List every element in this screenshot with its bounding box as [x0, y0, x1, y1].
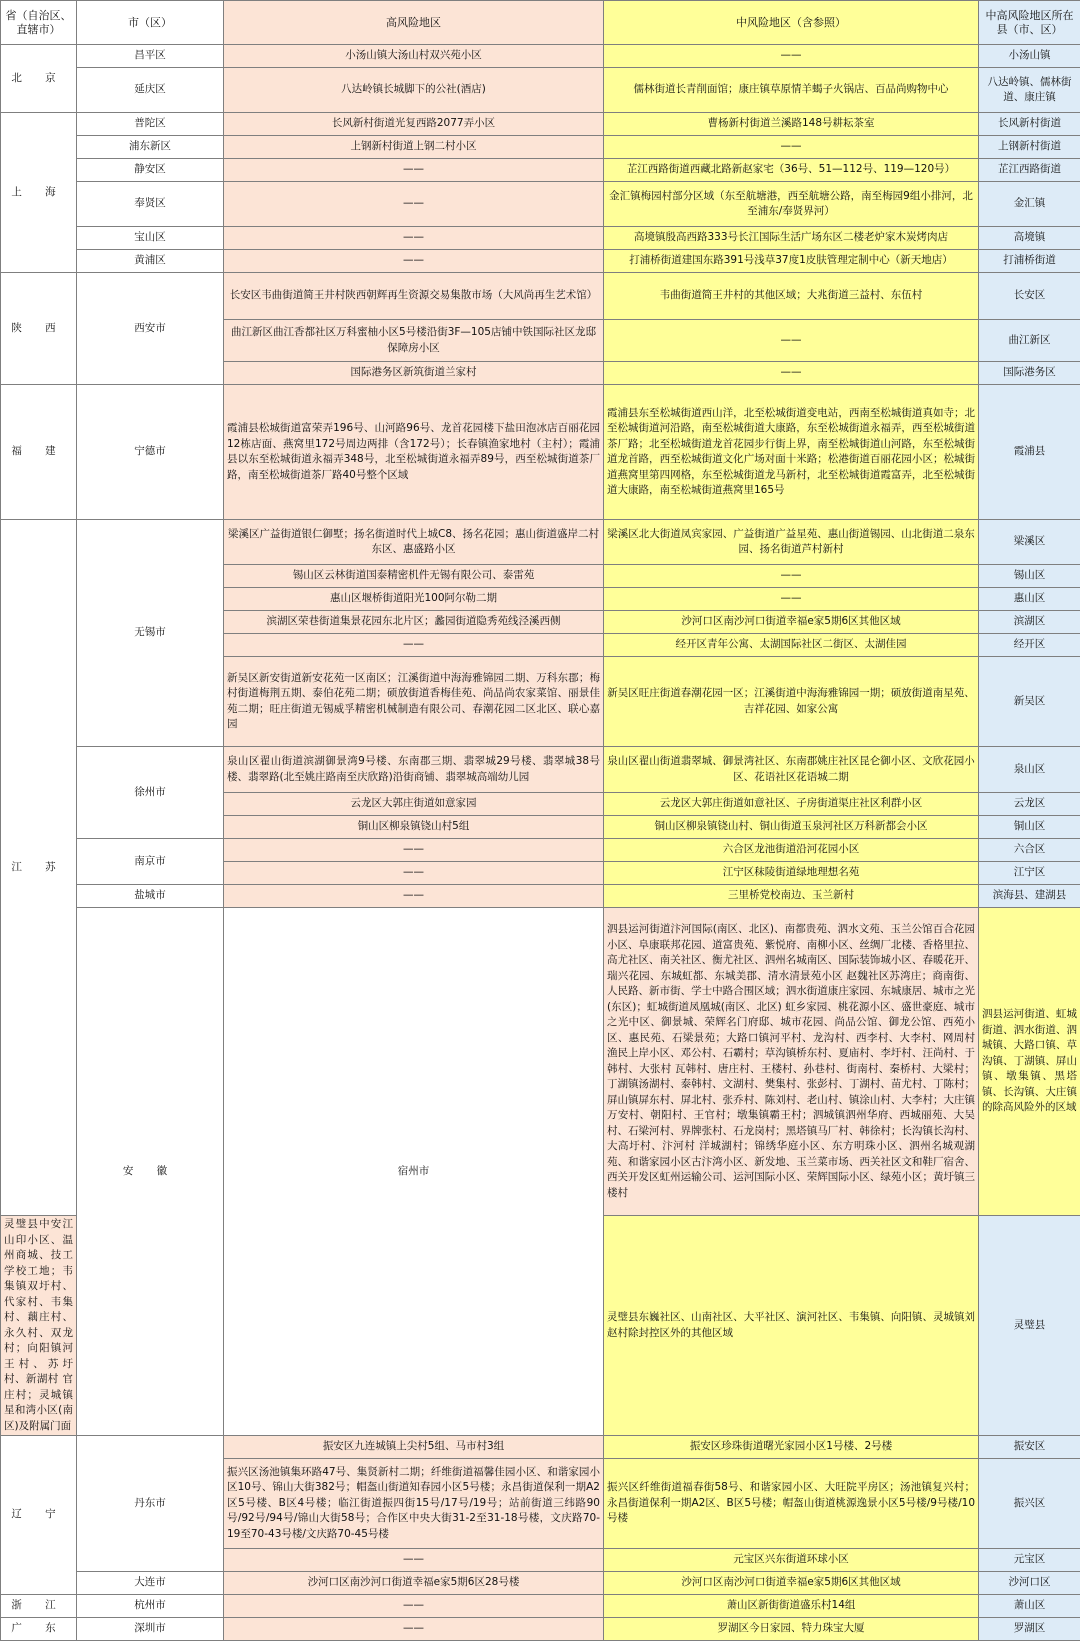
- high-risk-cell: 泉山区翟山街道滨湖御景湾9号楼、东南郡三期、翡翠城29号楼、翡翠城38号楼、翡翠路(北至姚庄路南至庆欣路)沿街商铺、翡翠城高端幼儿园: [224, 747, 604, 793]
- province-cell: 陕 西: [1, 273, 77, 385]
- mid-risk-cell: ——: [604, 320, 979, 362]
- table-row: [1, 227, 1080, 250]
- province-cell: 安 徽: [77, 908, 224, 1436]
- mid-risk-cell: 罗湖区今日家园、特力珠宝大厦: [604, 1618, 979, 1641]
- mid-risk-cell: ——: [604, 45, 979, 68]
- city-cell: 丹东市: [77, 1436, 224, 1572]
- table-row: [1, 839, 1080, 862]
- county-cell: 金汇镇: [979, 182, 1080, 227]
- mid-risk-cell: 泉山区翟山街道翡翠城、御景湾社区、东南郡姚庄社区昆仑御小区、文欣花园小区、花语社区花语城二期: [604, 747, 979, 793]
- province-cell: 上 海: [1, 113, 77, 273]
- high-risk-cell: 振兴区汤池镇集环路47号、集贤新村二期；纤维街道福馨佳园小区、和谐家园小区10号、锦山大街382号；帽盔山街道知春园小区5号楼；永昌街道保利一期A2区5号楼、B区4号楼；临江街道振四街15号/17号/19号；站前街道三纬路90号/92号/94号/锦山大街58号；合作区中央大街31-2至31-18号楼，文庆路70-19至70-43号楼/文庆路70-45号楼: [224, 1459, 604, 1549]
- header-county: 中高风险地区所在县（市、区）: [979, 1, 1080, 45]
- table-row: [1, 1572, 1080, 1595]
- city-cell: 宝山区: [77, 227, 224, 250]
- high-risk-cell: 长风新村街道光复西路2077弄小区: [224, 113, 604, 136]
- table-row: [1, 159, 1080, 182]
- mid-risk-cell: 霞浦县东至松城街道西山洋，北至松城街道变电站，西南至松城街道真如寺；北至松城街道河沿路，南至松城街道大康路，东至松城街道永福弄，西至松城街道茶厂路；北至松城街道龙首花园步行街上界，南至松城街道山河路，东至松城街道龙首路，西至松城街道文化广场对面十米路；松港街道百丽花园小区；松城街道燕窝里第四网格，东至松城街道龙马新村，北至松城街道霞富弄，北至松城街道大康路，南至松城街道燕窝里165号: [604, 385, 979, 520]
- high-risk-cell: ——: [224, 634, 604, 657]
- county-cell: 经开区: [979, 634, 1080, 657]
- mid-risk-cell: 曹杨新村街道兰溪路148号耕耘茶室: [604, 113, 979, 136]
- high-risk-cell: ——: [224, 1595, 604, 1618]
- county-cell: 云龙区: [979, 793, 1080, 816]
- county-cell: 曲江新区: [979, 320, 1080, 362]
- county-cell: 振兴区: [979, 1459, 1080, 1549]
- table-row: [1, 250, 1080, 273]
- province-cell: 江 苏: [1, 520, 77, 1216]
- city-cell: 南京市: [77, 839, 224, 885]
- high-risk-cell: 铜山区柳泉镇铙山村5组: [224, 816, 604, 839]
- county-cell: 罗湖区: [979, 1618, 1080, 1641]
- high-risk-cell: 云龙区大郭庄街道如意家园: [224, 793, 604, 816]
- city-cell: 深圳市: [77, 1618, 224, 1641]
- high-risk-cell: 泗县运河街道汴河国际(南区、北区)、南都贵苑、泗水文苑、玉兰公馆百合花园小区、阜康联邦花园、道富贵苑、紫悦府、南柳小区、丝绸厂北楼、香格里拉、高尤社区、南关社区、衡尤社区、泗州名城南区、国际装饰城小区、春暖花开、瑞兴花园、东城虹都、东城美郡、清水清景苑小区 赵魏社区苏湾庄；商南街、人民路、新市街、学士中路合围区域；泗水街道康庄家园、东城康居、城市之光(东区)；虹城街道凤凰城(南区、北区) 虹乡家园、桃花源小区、盛世豪庭、城市之光中区、御景城、荣辉名门府邸、城市花园、尚品公馆、御龙公馆、西苑小区、惠民苑、石梁景苑；大路口镇河平村、龙沟村、西李村、大李村、网周村 渔民上岸小区、邓公村、石霸村；草沟镇桥东村、夏庙村、李圩村、汪尚村、于韩村、大张村 瓦韩村、唐庄村、王楼村、孙巷村、街南村、秦桥村、大梁村；丁湖镇汤湖村、泰韩村、文湖村、樊集村、张彭村、丁湖村、苗尤村、丁陈村；屏山镇屏东村、屏北村、张乔村、陈刘村、老山村、镇涂山村、大李村；大庄镇万安村、朝阳村、王官村；墩集镇霸王村；泗城镇泗州华府、西城丽苑、大吴村、石梁河村、界牌张村、石龙岗村；黑塔镇马厂村、韩徐村；长沟镇长沟村、大高圩村、汴河村 洋城湖村；锦绣华庭小区、东方明珠小区、泗州名城观湖苑、和谐家园小区古汴湾小区、新发地、玉兰菜市场、西关社区文和鞋厂宿舍、西关开发区虹州运输公司、运河国际小区、荣辉国际小区、绿苑小区；黄圩镇三楼村: [604, 908, 979, 1216]
- mid-risk-cell: 六合区龙池街道沿河花园小区: [604, 839, 979, 862]
- high-risk-cell: 锡山区云林街道国泰精密机件无锡有限公司、泰雷苑: [224, 565, 604, 588]
- high-risk-cell: 滨湖区荣巷街道集景花园东北片区；蠡园街道隐秀苑线泾溪西侧: [224, 611, 604, 634]
- table-row: [1, 113, 1080, 136]
- county-cell: 霞浦县: [979, 385, 1080, 520]
- city-cell: 无锡市: [77, 520, 224, 747]
- header-city: 市（区）: [77, 1, 224, 45]
- table-row: [1, 747, 1080, 793]
- high-risk-cell: 惠山区堰桥街道阳光100阿尔勒二期: [224, 588, 604, 611]
- city-cell: 盐城市: [77, 885, 224, 908]
- mid-risk-cell: 韦曲街道简王井村的其他区域；大兆街道三益村、东伍村: [604, 273, 979, 320]
- province-cell: 福 建: [1, 385, 77, 520]
- high-risk-cell: ——: [224, 250, 604, 273]
- mid-risk-cell: 萧山区新街街道盛乐村14组: [604, 1595, 979, 1618]
- table-row: [1, 1618, 1080, 1641]
- county-cell: 新吴区: [979, 657, 1080, 747]
- county-cell: 惠山区: [979, 588, 1080, 611]
- high-risk-cell: 振安区九连城镇上尖村5组、马市村3组: [224, 1436, 604, 1459]
- county-cell: 铜山区: [979, 816, 1080, 839]
- city-cell: 宁德市: [77, 385, 224, 520]
- county-cell: 沙河口区: [979, 1572, 1080, 1595]
- city-cell: 大连市: [77, 1572, 224, 1595]
- high-risk-cell: 上钢新村街道上钢二村小区: [224, 136, 604, 159]
- table-header-row: [1, 1, 1080, 45]
- mid-risk-cell: 经开区青年公寓、太湖国际社区二街区、太湖佳园: [604, 634, 979, 657]
- county-cell: 长风新村街道: [979, 113, 1080, 136]
- county-cell: 高境镇: [979, 227, 1080, 250]
- mid-risk-cell: 金汇镇梅园村部分区域（东至航塘港，西至航塘公路，南至梅园9组小排河，北至浦东/奉贤界河）: [604, 182, 979, 227]
- high-risk-cell: ——: [224, 1618, 604, 1641]
- city-cell: 延庆区: [77, 68, 224, 113]
- high-risk-cell: 八达岭镇长城脚下的公社(酒店): [224, 68, 604, 113]
- mid-risk-cell: 沙河口区南沙河口街道幸福e家5期6区其他区域: [604, 1572, 979, 1595]
- mid-risk-cell: 梁溪区北大街道凤宾家园、广益街道广益星苑、惠山街道锡园、山北街道二泉东园、扬名街道芦村新村: [604, 520, 979, 565]
- mid-risk-cell: 铜山区柳泉镇铙山村、铜山街道玉泉河社区万科新都会小区: [604, 816, 979, 839]
- province-cell: 广 东: [1, 1618, 77, 1641]
- mid-risk-cell: 沙河口区南沙河口街道幸福e家5期6区其他区域: [604, 611, 979, 634]
- table-row: [1, 885, 1080, 908]
- table-row: [1, 45, 1080, 68]
- county-cell: 灵璧县: [979, 1216, 1080, 1436]
- mid-risk-cell: 元宝区兴东街道环球小区: [604, 1549, 979, 1572]
- table-row: [1, 136, 1080, 159]
- header-high-risk: 高风险地区: [224, 1, 604, 45]
- county-cell: 八达岭镇、儒林街道、康庄镇: [979, 68, 1080, 113]
- mid-risk-cell: 灵璧县东巍社区、山南社区、大平社区、演河社区、韦集镇、向阳镇、灵城镇刘赵村除封控区外的其他区域: [604, 1216, 979, 1436]
- mid-risk-cell: ——: [604, 362, 979, 385]
- county-cell: 打浦桥街道: [979, 250, 1080, 273]
- county-cell: 滨湖区: [979, 611, 1080, 634]
- city-cell: 杭州市: [77, 1595, 224, 1618]
- city-cell: 昌平区: [77, 45, 224, 68]
- county-cell: 国际港务区: [979, 362, 1080, 385]
- mid-risk-cell: 芷江西路街道西藏北路新赵家宅（36号、51—112号、119—120号）: [604, 159, 979, 182]
- mid-risk-cell: 云龙区大郭庄街道如意社区、子房街道渠庄社区利群小区: [604, 793, 979, 816]
- city-cell: 普陀区: [77, 113, 224, 136]
- high-risk-cell: ——: [224, 862, 604, 885]
- county-cell: 萧山区: [979, 1595, 1080, 1618]
- mid-risk-cell: 新吴区旺庄街道春潮花园一区；江溪街道中海海雅锦园一期；硕放街道南星苑、吉祥花园、如家公寓: [604, 657, 979, 747]
- table-row: [1, 520, 1080, 565]
- header-mid-risk: 中风险地区（含参照）: [604, 1, 979, 45]
- mid-risk-cell: 泗县运河街道、虹城街道、泗水街道、泗城镇、大路口镇、草沟镇、丁湖镇、屏山镇、墩集镇、黑塔镇、长沟镇、大庄镇的除高风险外的区域: [979, 908, 1080, 1216]
- city-cell: 奉贤区: [77, 182, 224, 227]
- mid-risk-cell: 三里桥党校南边、玉兰新村: [604, 885, 979, 908]
- county-cell: 振安区: [979, 1436, 1080, 1459]
- mid-risk-cell: 江宁区秣陵街道绿地理想名苑: [604, 862, 979, 885]
- table-row: [1, 385, 1080, 520]
- province-cell: 浙 江: [1, 1595, 77, 1618]
- high-risk-cell: ——: [224, 227, 604, 250]
- table-row: [1, 182, 1080, 227]
- high-risk-cell: 沙河口区南沙河口街道幸福e家5期6区28号楼: [224, 1572, 604, 1595]
- high-risk-cell: ——: [224, 1549, 604, 1572]
- table-row: [1, 908, 1080, 1216]
- city-cell: 黄浦区: [77, 250, 224, 273]
- mid-risk-cell: ——: [604, 565, 979, 588]
- header-province: 省（自治区、直辖市）: [1, 1, 77, 45]
- high-risk-cell: 小汤山镇大汤山村双兴苑小区: [224, 45, 604, 68]
- table-row: [1, 1436, 1080, 1459]
- county-cell: 元宝区: [979, 1549, 1080, 1572]
- high-risk-cell: ——: [224, 839, 604, 862]
- high-risk-cell: 霞浦县松城街道富荣弄196号、山河路96号、龙首花园楼下盐田泡冰店百丽花园12栋店面、燕窝里172号周边两排（含172号）；长春镇渔家地村（主村）；霞浦县以东至松城街道永福弄348号，北至松城街道永福弄89号，西至松城街道茶厂路，南至松城街道茶厂路40号整个区域: [224, 385, 604, 520]
- county-cell: 上钢新村街道: [979, 136, 1080, 159]
- mid-risk-cell: 儒林街道长青削面馆；康庄镇草原情羊蝎子火锅店、百品尚购物中心: [604, 68, 979, 113]
- county-cell: 泉山区: [979, 747, 1080, 793]
- high-risk-cell: ——: [224, 182, 604, 227]
- table-row: [1, 1595, 1080, 1618]
- high-risk-cell: 长安区韦曲街道简王井村陕西朝辉再生资源交易集散市场（大风尚再生艺术馆）: [224, 273, 604, 320]
- table-row: [1, 273, 1080, 320]
- high-risk-cell: 曲江新区曲江香都社区万科蜜柚小区5号楼沿街3F—105店铺中铁国际社区龙邸保障房小区: [224, 320, 604, 362]
- province-cell: 辽 宁: [1, 1436, 77, 1595]
- county-cell: 梁溪区: [979, 520, 1080, 565]
- high-risk-cell: ——: [224, 159, 604, 182]
- county-cell: 小汤山镇: [979, 45, 1080, 68]
- county-cell: 滨海县、建湖县: [979, 885, 1080, 908]
- city-cell: 宿州市: [224, 908, 604, 1436]
- mid-risk-cell: 振兴区纤维街道福春街58号、和谐家园小区、大旺院平房区；汤池镇复兴村；永昌街道保利一期A2区、B区5号楼；帽盔山街道桃源逸景小区5号楼/9号楼/10号楼: [604, 1459, 979, 1549]
- mid-risk-cell: ——: [604, 136, 979, 159]
- county-cell: 锡山区: [979, 565, 1080, 588]
- county-cell: 芷江西路街道: [979, 159, 1080, 182]
- province-cell: 北 京: [1, 45, 77, 113]
- city-cell: 静安区: [77, 159, 224, 182]
- high-risk-cell: 灵璧县中安江山印小区、温州商城、技工学校工地；韦集镇双圩村、代家村、韦集村、藕庄村、永久村、双龙村；向阳镇河王村、苏圩村、新湖村 官庄村；灵城镇星和湾小区(南区)及附属门面: [1, 1216, 77, 1436]
- city-cell: 徐州市: [77, 747, 224, 839]
- high-risk-cell: ——: [224, 885, 604, 908]
- mid-risk-cell: 振安区珍珠街道曙光家园小区1号楼、2号楼: [604, 1436, 979, 1459]
- county-cell: 江宁区: [979, 862, 1080, 885]
- county-cell: 长安区: [979, 273, 1080, 320]
- table-row: [1, 68, 1080, 113]
- mid-risk-cell: 高境镇殷高西路333号长江国际生活广场东区二楼老炉家木炭烤肉店: [604, 227, 979, 250]
- city-cell: 浦东新区: [77, 136, 224, 159]
- mid-risk-cell: ——: [604, 588, 979, 611]
- county-cell: 六合区: [979, 839, 1080, 862]
- high-risk-cell: 国际港务区新筑街道兰家村: [224, 362, 604, 385]
- high-risk-cell: 梁溪区广益街道银仁御墅；扬名街道时代上城C8、扬名花园；惠山街道盛岸二村东区、惠盛路小区: [224, 520, 604, 565]
- high-risk-cell: 新吴区新安街道新安花苑一区南区；江溪街道中海海雅锦园二期、万科东郡；梅村街道梅荆五期、泰伯花苑二期；硕放街道香梅佳苑、尚品尚农家菜馆、丽景佳苑二期；旺庄街道无锡威孚精密机械制造有限公司、春潮花园二区北区、联心嘉园: [224, 657, 604, 747]
- mid-risk-cell: 打浦桥街道建国东路391号浅草37度1皮肤管理定制中心（新天地店）: [604, 250, 979, 273]
- city-cell: 西安市: [77, 273, 224, 385]
